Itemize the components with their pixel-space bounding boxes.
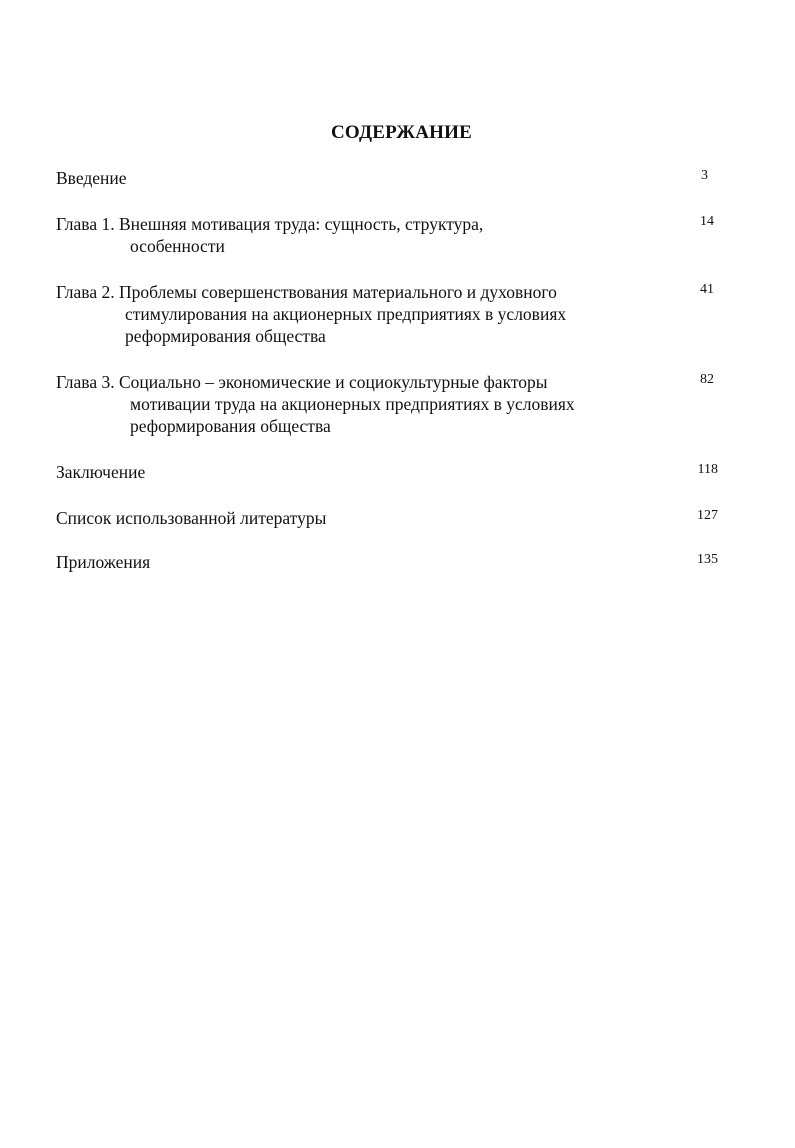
toc-entry-text: Глава 2. Проблемы совершенствования материального и духовного <box>56 282 557 302</box>
toc-entry-text-continuation: стимулирования на акционерных предприятиях в условиях <box>125 304 567 324</box>
toc-entry-text-continuation: мотивации труда на акционерных предприятиях в условиях <box>130 394 575 414</box>
toc-entry-chapter-3 <box>56 371 716 437</box>
page-title: СОДЕРЖАНИЕ <box>331 122 472 143</box>
toc-page-number: 41 <box>700 282 714 297</box>
toc-entry-conclusion <box>56 461 716 483</box>
toc-page-number: 135 <box>697 552 718 567</box>
toc-page-number: 118 <box>697 462 718 477</box>
toc-page-number: 127 <box>697 508 718 523</box>
toc-entry-text: Приложения <box>56 552 151 572</box>
toc-entry-chapter-2 <box>56 281 716 347</box>
toc-entry-text-continuation: реформирования общества <box>130 416 331 436</box>
toc-entry-introduction <box>56 167 716 189</box>
toc-entry-chapter-1 <box>56 213 716 257</box>
toc-entry-text: Заключение <box>56 462 146 482</box>
toc-page-number: 14 <box>700 214 714 229</box>
toc-entry-text: Глава 1. Внешняя мотивация труда: сущность, структура, <box>56 214 484 234</box>
toc-entry-text: Глава 3. Социально – экономические и социокультурные факторы <box>56 372 548 392</box>
toc-entry-text-continuation: особенности <box>130 236 225 256</box>
toc-page-number: 3 <box>701 168 708 183</box>
toc-page-number: 82 <box>700 372 714 387</box>
toc-entry-text-continuation: реформирования общества <box>125 326 326 346</box>
toc-entry-text: Введение <box>56 168 127 188</box>
toc-entry-text: Список использованной литературы <box>56 508 327 528</box>
toc-entry-references <box>56 507 716 529</box>
toc-entry-appendices <box>56 551 716 573</box>
